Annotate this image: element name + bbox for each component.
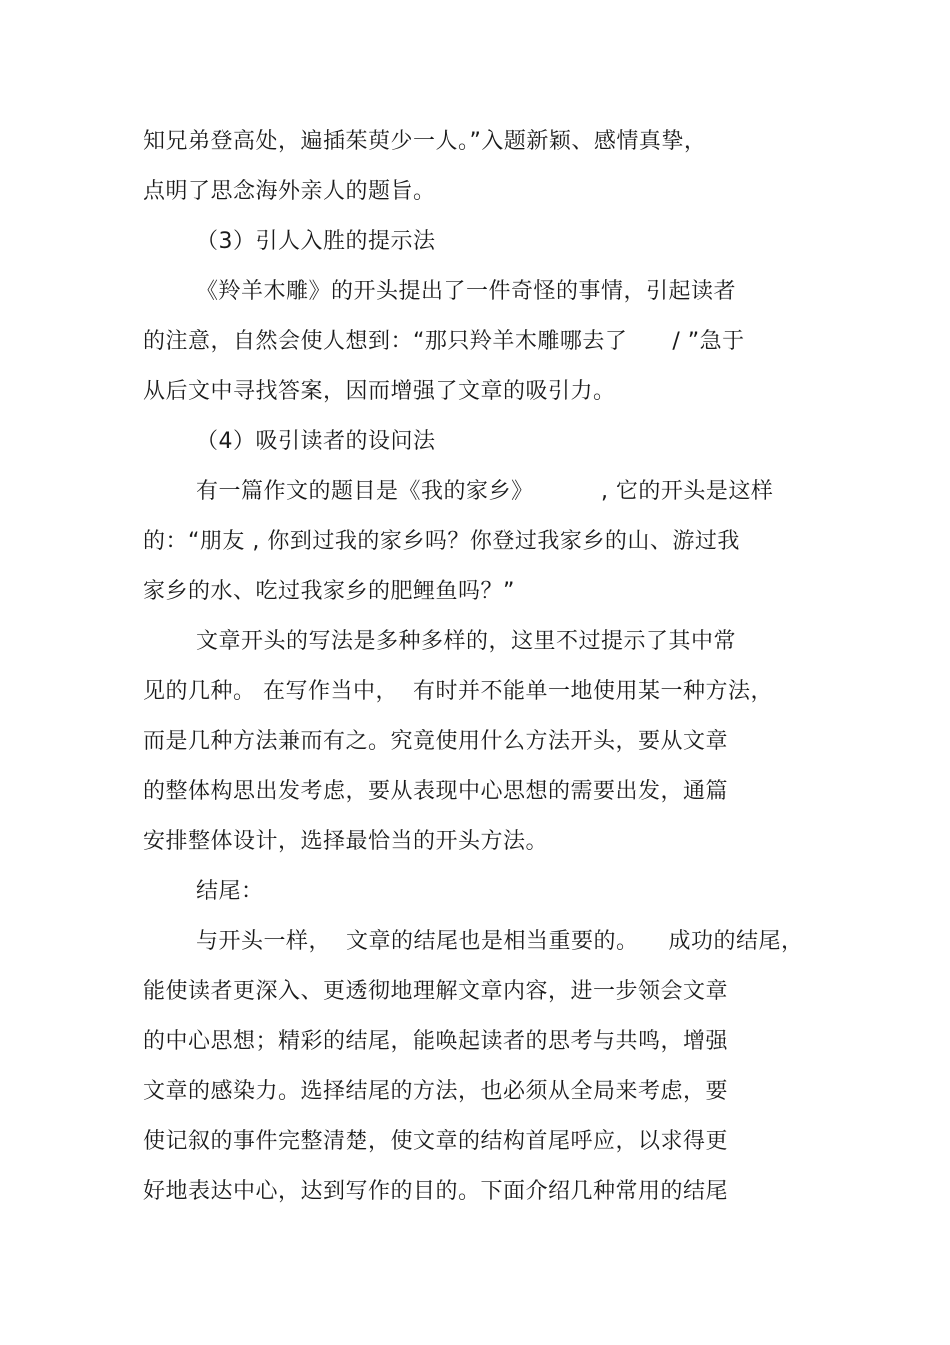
text-line: 使记叙的事件完整清楚，使文章的结构首尾呼应，以求得更	[143, 1129, 729, 1154]
text-line: 文章开头的写法是多种多样的，这里不过提示了其中常	[196, 629, 737, 654]
text-line: 而是几种方法兼而有之。究竟使用什么方法开头，要从文章	[143, 729, 729, 754]
text-line: 能使读者更深入、更透彻地理解文章内容，进一步领会文章	[143, 979, 729, 1004]
section-heading: （3）引人入胜的提示法	[196, 229, 436, 254]
text-line: 的注意，自然会使人想到：“那只羚羊木雕哪去了 / ”急于	[143, 329, 745, 354]
text-line: 文章的感染力。选择结尾的方法，也必须从全局来考虑，要	[143, 1079, 729, 1104]
text-line: 家乡的水、吃过我家乡的肥鲤鱼吗？”	[143, 579, 515, 604]
text-line: 《羚羊木雕》的开头提出了一件奇怪的事情，引起读者	[196, 279, 737, 304]
text-line: 的：“朋友 , 你到过我的家乡吗？你登过我家乡的山、游过我	[143, 529, 740, 554]
text-line: 与开头一样， 文章的结尾也是相当重要的。 成功的结尾，	[196, 929, 804, 954]
text-line: 的中心思想；精彩的结尾，能唤起读者的思考与共鸣，增强	[143, 1029, 729, 1054]
text-line: 好地表达中心，达到写作的目的。下面介绍几种常用的结尾	[143, 1179, 729, 1204]
text-line: 见的几种。 在写作当中， 有时并不能单一地使用某一种方法，	[143, 679, 773, 704]
text-line: 的整体构思出发考虑，要从表现中心思想的需要出发，通篇	[143, 779, 729, 804]
text-line: 知兄弟登高处，遍插茱萸少一人。”入题新颖、感情真挚，	[143, 129, 707, 154]
text-line: 从后文中寻找答案，因而增强了文章的吸引力。	[143, 379, 616, 404]
section-heading: 结尾：	[196, 879, 264, 904]
text-line: 点明了思念海外亲人的题旨。	[143, 179, 436, 204]
text-line: 安排整体设计，选择最恰当的开头方法。	[143, 829, 549, 854]
section-heading: （4）吸引读者的设问法	[196, 429, 436, 454]
text-line: 有一篇作文的题目是《我的家乡》 , 它的开头是这样	[196, 479, 774, 504]
